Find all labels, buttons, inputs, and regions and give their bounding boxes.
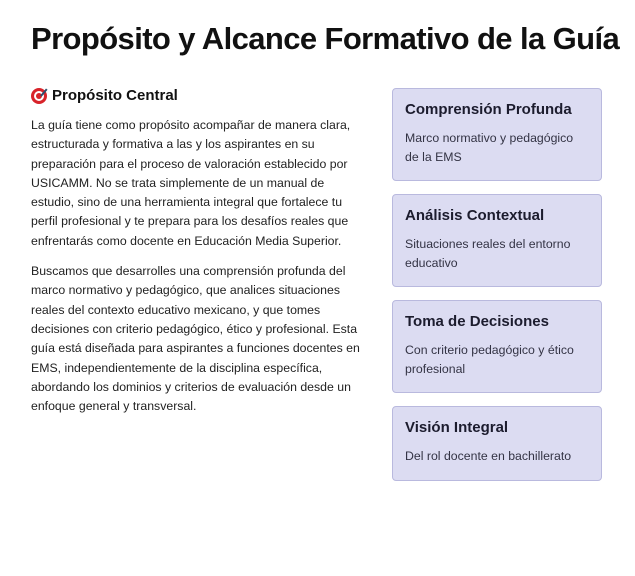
card-toma-de-decisiones xyxy=(392,300,602,393)
paragraph-goals: Buscamos que desarrolles una comprensión profunda del marco normativo y pedagógico, que analices situaciones reales del contexto educativo mexicano, y que tomes decisiones con criterio pedagógico, ético y profesional. Esta guía está diseñada para aspirantes a funciones docentes en EMS, independientemente de la disciplina específica, abordando los dominios y criterios de evaluación desde un enfoque general y transversal. xyxy=(31,264,360,414)
target-icon xyxy=(31,88,47,104)
card-title: Análisis Contextual xyxy=(405,207,545,224)
card-vision-integral xyxy=(392,406,602,481)
card-description: Del rol docente en bachillerato xyxy=(405,449,572,463)
card-analisis-contextual xyxy=(392,194,602,287)
page-title: Propósito y Alcance Formativo de la Guía xyxy=(31,21,620,56)
paragraph-purpose: La guía tiene como propósito acompañar de manera clara, estructurada y formativa a las y los aspirantes en su preparación para el proceso de valoración establecido por USICAMM. No se trata simplemente de un manual de estudio, sino de una herramienta integral que fortalece tu perfil profesional y te prepara para los desafíos reales que enfrentarás como docente en Educación Media Superior. xyxy=(31,118,351,248)
feature-cards xyxy=(392,88,602,494)
card-description: Con criterio pedagógico y ético profesional xyxy=(405,343,574,376)
card-title: Visión Integral xyxy=(405,419,509,436)
purpose-section xyxy=(31,86,364,427)
section-heading xyxy=(31,86,364,106)
card-title: Toma de Decisiones xyxy=(405,313,549,330)
section-heading-label: Propósito Central xyxy=(52,87,178,104)
card-description: Marco normativo y pedagógico de la EMS xyxy=(405,131,574,164)
card-title: Comprensión Profunda xyxy=(405,101,572,118)
card-comprension-profunda xyxy=(392,88,602,181)
card-description: Situaciones reales del entorno educativo xyxy=(405,237,571,270)
